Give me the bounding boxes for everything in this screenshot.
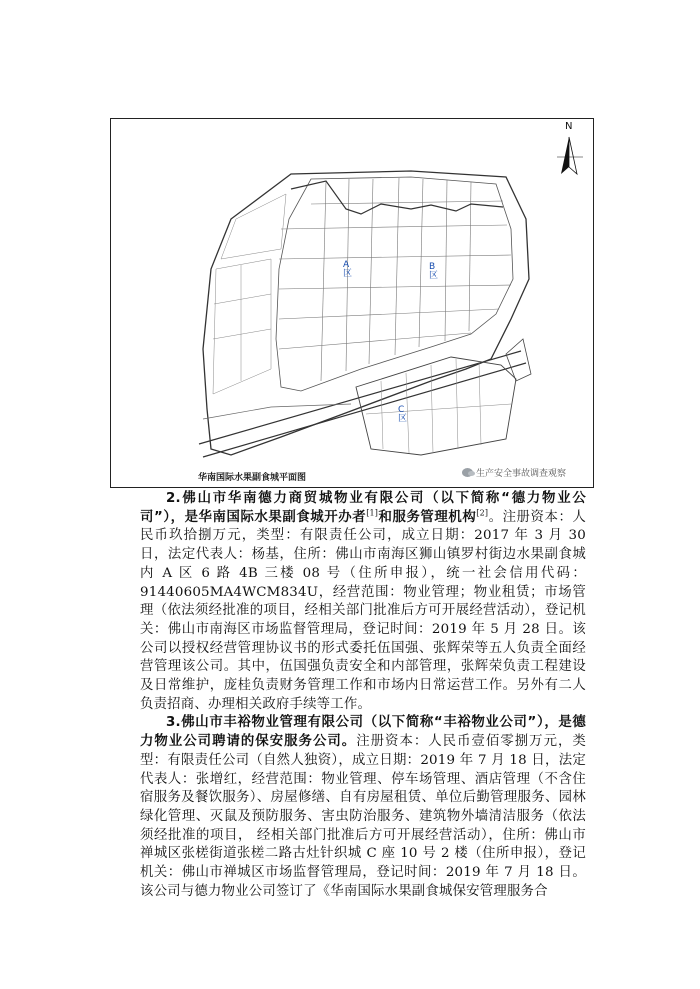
footnote-ref-2[interactable]: [2]: [476, 508, 489, 518]
para2-heading-mid: 和服务管理机构: [378, 509, 477, 525]
site-plan-figure: [110, 118, 594, 488]
paragraph-2: [140, 490, 586, 714]
site-plan-map: [111, 119, 594, 488]
figure-caption: 华南国际水果副食城平面图: [198, 473, 307, 483]
zone-c-label: C区: [398, 405, 408, 424]
paragraph-3: [140, 714, 586, 901]
para3-heading: 3.佛山市丰裕物业管理有限公司（以下简称“丰裕物业公司”），是德力物业公司聘请的保安服务公司。: [140, 715, 586, 750]
north-label: N: [565, 121, 573, 132]
footnote-ref-1[interactable]: [1]: [366, 508, 379, 518]
body-text: [140, 490, 586, 901]
watermark-text: 生产安全事故调查观察: [476, 469, 567, 479]
north-arrow-icon: [557, 137, 583, 174]
zone-a-label: A区: [343, 260, 353, 279]
watermark: [462, 466, 566, 479]
para3-body: 注册资本：人民币壹佰零捌万元，类型：有限责任公司（自然人独资），成立日期：2019 年 7 月 18 日，法定代表人：张增红，经营范围：物业管理、停车场管理、酒店管理（不含住宿服务及餐饮服务）、房屋修缮、自有房屋租赁、单位后勤管理服务、园林绿化管理、灭鼠及预防服务、害虫防治服务、建筑物外墙清洁服务（依法须经批准的项目， 经相关部门批准后方可开展经营活动），住所：佛山市禅城区张槎街道张槎二路古灶针织城 C 座 10 号 2 楼（住所申报），登记机关：佛山市禅城区市场监督管理局，登记时间：2019 年 7 月 18 日。该公司与德力物业公司签订了《华南国际水果副食城保安管理服务合: [140, 734, 586, 899]
wechat-icon: [462, 468, 473, 477]
zone-b-label: B区: [429, 262, 439, 281]
para2-heading: 2.佛山市华南德力商贸城物业有限公司（以下简称“德力物业公司”），是华南国际水果副食城开办者: [140, 491, 586, 525]
para2-body: 。注册资本：人民币玖拾捌万元，类型：有限责任公司，成立日期：2017 年 3 月 30 日，法定代表人：杨基，住所：佛山市南海区狮山镇罗村街边水果副食城内 A 区 6 路 4B 三楼 08 号（住所申报），统一社会信用代码：91440605MA4WCM834U，经营范围：物业管理；物业租赁；市场管理（依法须经批准的项目，经相关部门批准后方可开展经营活动），登记机关：佛山市南海区市场监督管理局，登记时间：2019 年 5 月 28 日。该公司以授权经营管理协议书的形式委托伍国强、张辉荣等五人负责全面经营管理该公司。其中，伍国强负责安全和内部管理，张辉荣负责工程建设及日常维护，庞桂负责财务管理工作和市场内日常运营工作。另外有二人负责招商、办理相关政府手续等工作。: [140, 509, 587, 712]
